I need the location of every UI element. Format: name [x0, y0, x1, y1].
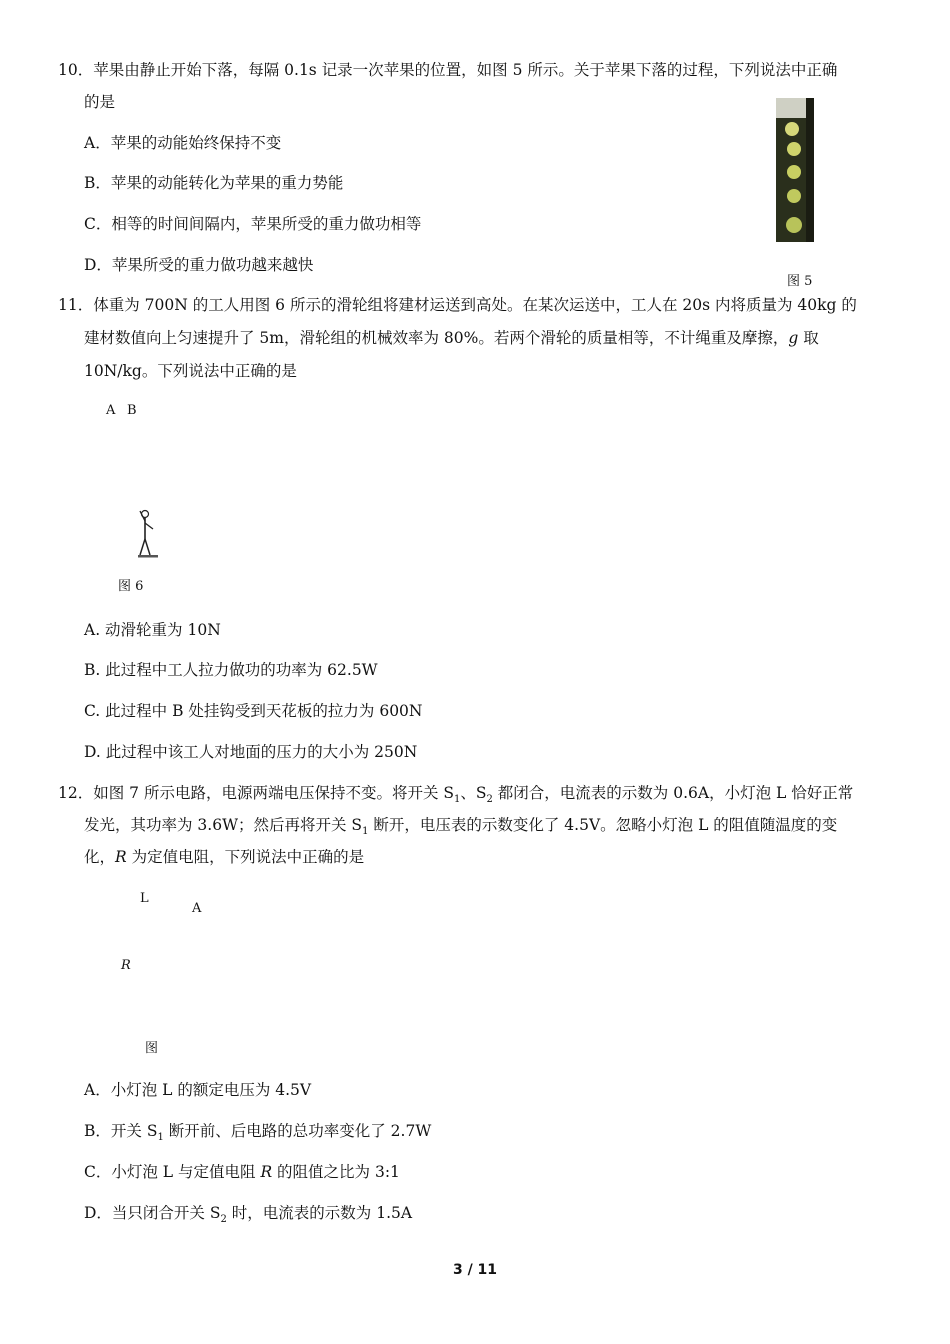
q11-option-a: A. 动滑轮重为 10N [84, 621, 221, 639]
page-number: 3 / 11 [452, 1262, 498, 1278]
figure-7-label-lamp: L [140, 891, 149, 906]
q12-stem-line3: 化，R 为定值电阻，下列说法中正确的是 [84, 848, 365, 866]
figure-7-caption: 图 [145, 1041, 159, 1056]
q12-stem-line2: 发光，其功率为 3.6W；然后再将开关 $S_1$ 断开，电压表的示数变化了 4.5V。忽略小灯泡 L 的阻值随温度的变 [84, 816, 838, 837]
figure-6-label-b: B [127, 403, 137, 418]
q12-stem-line1: 12．如图 7 所示电路，电源两端电压保持不变。将开关 $S_1$、$S_2$ 都闭合，电流表的示数为 0.6A，小灯泡 L 恰好正常 [58, 784, 854, 805]
q12-option-a: A．小灯泡 L 的额定电压为 4.5V [84, 1081, 312, 1099]
figure-5-caption: 图 5 [787, 274, 813, 289]
falling-apple-photo [776, 98, 814, 242]
q11-stem-line3: 10N/kg。下列说法中正确的是 [84, 362, 297, 380]
figure-6-caption: 图 6 [118, 579, 144, 594]
q11-option-d: D. 此过程中该工人对地面的压力的大小为 250N [84, 743, 418, 761]
figure-6-label-a: A [106, 403, 116, 418]
worker-figure [134, 509, 160, 559]
figure-7-label-resistor: R [121, 958, 131, 973]
q11-option-b: B. 此过程中工人拉力做功的功率为 62.5W [84, 661, 378, 679]
q12-option-c: C．小灯泡 L 与定值电阻 R 的阻值之比为 3:1 [84, 1163, 400, 1181]
q10-option-a: A．苹果的动能始终保持不变 [84, 134, 282, 152]
q10-option-b: B．苹果的动能转化为苹果的重力势能 [84, 174, 344, 192]
q12-option-b: B．开关 $S_1$ 断开前、后电路的总功率变化了 2.7W [84, 1122, 432, 1143]
q10-stem-line1: 10．苹果由静止开始下落，每隔 0.1s 记录一次苹果的位置，如图 5 所示。关于苹果下落的过程，下列说法中正确 [58, 61, 838, 79]
q11-stem-line2: 建材数值向上匀速提升了 5m，滑轮组的机械效率为 80%。若两个滑轮的质量相等，不计绳重及摩擦，g 取 [84, 329, 819, 347]
q12-option-d: D．当只闭合开关 $S_2$ 时，电流表的示数为 1.5A [84, 1204, 413, 1225]
q10-option-d: D．苹果所受的重力做功越来越快 [84, 256, 314, 274]
q10-stem-line2: 的是 [84, 93, 116, 111]
q10-option-c: C．相等的时间间隔内，苹果所受的重力做功相等 [84, 215, 422, 233]
q11-option-c: C. 此过程中 B 处挂钩受到天花板的拉力为 600N [84, 702, 423, 720]
q11-stem-line1: 11．体重为 700N 的工人用图 6 所示的滑轮组将建材运送到高处。在某次运送中，工人在 20s 内将质量为 40kg 的 [58, 296, 857, 314]
figure-7-label-ammeter: A [192, 901, 202, 916]
